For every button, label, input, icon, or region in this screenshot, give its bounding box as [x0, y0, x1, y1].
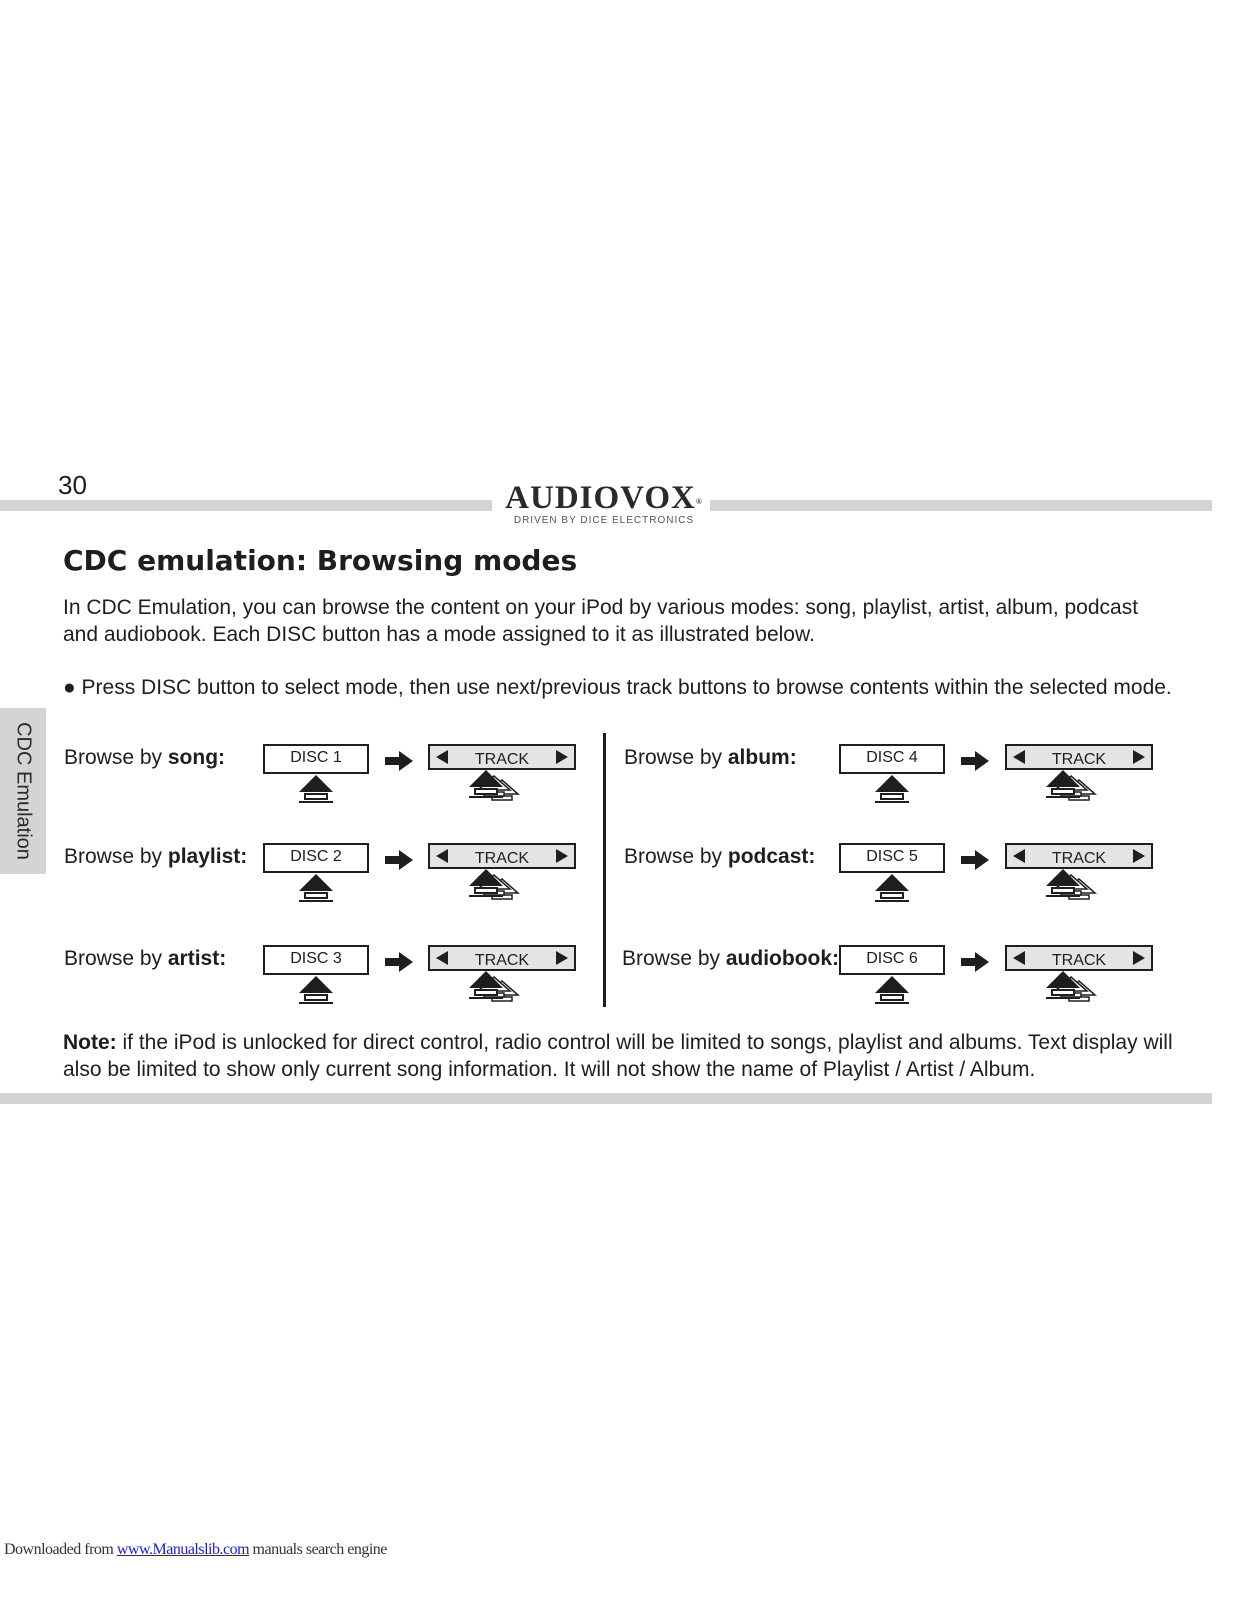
repeated-press-icon — [466, 865, 524, 906]
browse-mode-label — [624, 845, 815, 869]
press-icon — [296, 870, 338, 911]
browse-mode-name: playlist: — [167, 845, 248, 868]
disc-button: DISC 1 — [263, 744, 369, 774]
press-icon — [296, 771, 338, 812]
right-arrow-icon — [960, 849, 990, 876]
repeated-press-icon — [1043, 766, 1101, 807]
header-rule-left — [0, 500, 492, 511]
previous-track-icon — [1012, 848, 1026, 864]
next-track-icon — [555, 749, 569, 765]
browse-mode-name: album: — [727, 746, 797, 769]
browse-prefix: Browse by — [64, 947, 168, 970]
footer-suffix: manuals search engine — [249, 1541, 387, 1558]
disc-button: DISC 2 — [263, 843, 369, 873]
right-arrow-icon — [384, 951, 414, 978]
footer-rule — [0, 1093, 1212, 1104]
disc-button: DISC 5 — [839, 843, 945, 873]
side-tab — [0, 708, 46, 874]
track-label: TRACK — [1051, 751, 1107, 768]
side-tab-label: CDC Emulation — [12, 722, 35, 860]
browse-prefix: Browse by — [64, 746, 168, 769]
header-rule-right — [710, 500, 1212, 511]
disc-button: DISC 6 — [839, 945, 945, 975]
instruction-bullet: ● Press DISC button to select mode, then use next/previous track buttons to browse contents within the selected mode. — [63, 676, 1172, 699]
right-arrow-icon — [384, 750, 414, 777]
browse-prefix: Browse by — [624, 845, 728, 868]
browse-mode-label — [64, 947, 226, 971]
page-number: 30 — [58, 470, 87, 500]
track-label: TRACK — [474, 952, 530, 969]
next-track-icon — [1132, 749, 1146, 765]
next-track-icon — [555, 848, 569, 864]
disc-button: DISC 4 — [839, 744, 945, 774]
previous-track-icon — [1012, 749, 1026, 765]
next-track-icon — [555, 950, 569, 966]
browse-mode-label — [624, 746, 797, 770]
brand-name: AUDIOVOX — [505, 480, 696, 516]
intro-paragraph: In CDC Emulation, you can browse the content on your iPod by various modes: song, playlist, artist, album, podcast and audiobook. Each DISC button has a mode assigned to it as illustrated below. — [63, 596, 1139, 646]
previous-track-icon — [435, 950, 449, 966]
browse-mode-name: podcast: — [727, 845, 816, 868]
press-icon — [872, 870, 914, 911]
next-track-icon — [1132, 848, 1146, 864]
brand-tagline: DRIVEN BY DICE ELECTRONICS — [513, 515, 695, 526]
repeated-press-icon — [1043, 865, 1101, 906]
repeated-press-icon — [466, 766, 524, 807]
repeated-press-icon — [1043, 967, 1101, 1008]
previous-track-icon — [435, 848, 449, 864]
right-arrow-icon — [384, 849, 414, 876]
browse-mode-name: song: — [167, 746, 226, 769]
browse-mode-label — [64, 746, 225, 770]
note-paragraph — [63, 1029, 1183, 1083]
column-divider — [603, 733, 606, 1007]
next-track-icon — [1132, 950, 1146, 966]
manualslib-link[interactable]: www.Manualslib.com — [116, 1541, 250, 1558]
brand-logo — [500, 480, 708, 526]
browse-mode-label — [622, 947, 839, 971]
browse-mode-label — [64, 845, 247, 869]
registered-mark: ® — [695, 497, 703, 506]
previous-track-icon — [1012, 950, 1026, 966]
download-footer — [4, 1541, 387, 1559]
browse-prefix: Browse by — [64, 845, 168, 868]
browse-mode-name: artist: — [167, 947, 227, 970]
track-label: TRACK — [1051, 850, 1107, 867]
track-label: TRACK — [1051, 952, 1107, 969]
browse-prefix: Browse by — [624, 746, 728, 769]
disc-button: DISC 3 — [263, 945, 369, 975]
repeated-press-icon — [466, 967, 524, 1008]
previous-track-icon — [435, 749, 449, 765]
note-text: if the iPod is unlocked for direct control, radio control will be limited to songs, playlist and albums. Text display will also be limited to show only current song information. It will not show the name of Playlist / Artist / Album. — [63, 1031, 1173, 1081]
note-label: Note: — [63, 1031, 117, 1054]
right-arrow-icon — [960, 750, 990, 777]
press-icon — [872, 972, 914, 1013]
right-arrow-icon — [960, 951, 990, 978]
browse-prefix: Browse by — [622, 947, 726, 970]
track-label: TRACK — [474, 751, 530, 768]
browse-mode-name: audiobook: — [725, 947, 840, 970]
press-icon — [296, 972, 338, 1013]
press-icon — [872, 771, 914, 812]
footer-prefix: Downloaded from — [4, 1541, 117, 1558]
page-title: CDC emulation: Browsing modes — [63, 544, 578, 577]
track-label: TRACK — [474, 850, 530, 867]
